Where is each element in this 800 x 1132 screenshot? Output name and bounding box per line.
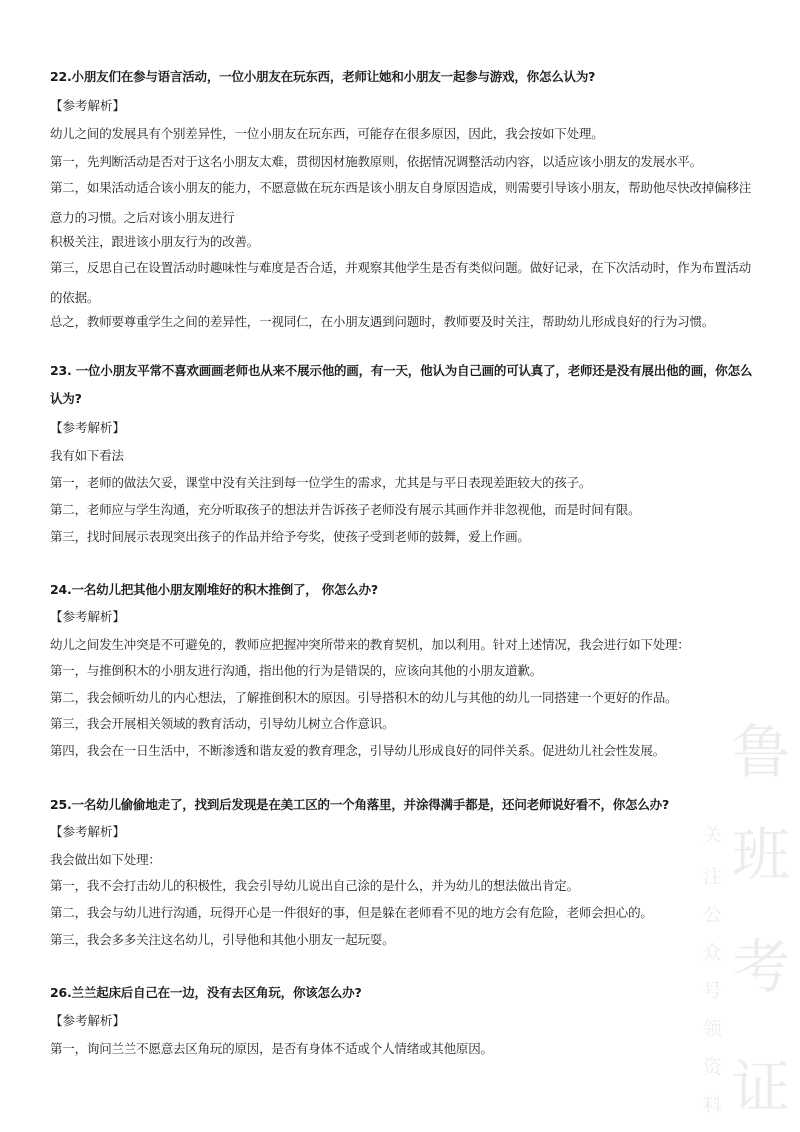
watermark-small-8: 料 — [703, 1094, 723, 1116]
watermark-char-2: 班 — [732, 821, 791, 889]
q22-line-4: 积极关注，跟进该小朋友行为的改善。 — [50, 234, 260, 249]
question-23-label: 【参考解析】 — [50, 420, 126, 435]
q26-line-1: 第一，询问兰兰不愿意去区角玩的原因，是否有身体不适或个人情绪或其他原因。 — [50, 1041, 493, 1056]
question-23-title: 23. 一位小朋友平常不喜欢画画老师也从来不展示他的画，有一天，他认为自己画的可认真了，老师还是没有展出他的画，你怎么认为? — [50, 363, 753, 406]
watermark-char-3: 考 — [732, 933, 791, 1001]
q25-line-4: 第三，我会多多关注这名幼儿，引导他和其他小朋友一起玩耍。 — [50, 932, 395, 947]
watermark-small-3: 公 — [703, 904, 723, 926]
question-25-label: 【参考解析】 — [50, 824, 126, 839]
question-26-title: 26.兰兰起床后自己在一边，没有去区角玩，你该怎么办? — [50, 985, 362, 1000]
q23-line-4: 第三，找时间展示表现突出孩子的作品并给予夸奖，使孩子受到老师的鼓舞，爱上作画。 — [50, 529, 530, 544]
q24-line-5: 第四，我会在一日生活中，不断渗透和谐友爱的教育理念，引导幼儿形成良好的同伴关系。促进幼儿社会性发展。 — [50, 743, 666, 758]
watermark-small-1: 关 — [703, 824, 723, 846]
question-22-title: 22.小朋友们在参与语言活动，一位小朋友在玩东西，老师让她和小朋友一起参与游戏，你怎么认为? — [50, 69, 596, 84]
watermark-small-6: 领 — [703, 1018, 723, 1040]
q24-line-4: 第三，我会开展相关领域的教育活动，引导幼儿树立合作意识。 — [50, 716, 395, 731]
question-24-title: 24.一名幼儿把其他小朋友刚堆好的积木推倒了， 你怎么办? — [50, 582, 378, 597]
watermark-small-5: 号 — [703, 980, 723, 1002]
q24-line-1: 幼儿之间发生冲突是不可避免的，教师应把握冲突所带来的教育契机，加以利用。针对上述情况，我会进行如下处理： — [50, 637, 690, 652]
watermark-char-4: 证 — [732, 1053, 791, 1121]
q22-line-1: 幼儿之间的发展具有个别差异性，一位小朋友在玩东西，可能存在很多原因，因此，我会按如下处理。 — [50, 126, 604, 141]
question-22-label: 【参考解析】 — [50, 98, 126, 113]
q24-line-2: 第一，与推倒积木的小朋友进行沟通，指出他的行为是错误的，应该向其他的小朋友道歉。 — [50, 663, 543, 678]
q25-line-2: 第一，我不会打击幼儿的积极性，我会引导幼儿说出自己涂的是什么，并为幼儿的想法做出肯定。 — [50, 878, 579, 893]
q23-line-3: 第二，老师应与学生沟通，充分听取孩子的想法并告诉孩子老师没有展示其画作并非忽视他，而是时间有限。 — [50, 502, 641, 517]
question-26-label: 【参考解析】 — [50, 1013, 126, 1028]
watermark-small-4: 众 — [703, 942, 723, 964]
q23-line-2: 第一，老师的做法欠妥，课堂中没有关注到每一位学生的需求，尤其是与平日表现差距较大的孩子。 — [50, 475, 592, 490]
q25-line-3: 第二，我会与幼儿进行沟通，玩得开心是一件很好的事，但是躲在老师看不见的地方会有危险，老师会担心的。 — [50, 905, 653, 920]
q22-line-6: 总之，教师要尊重学生之间的差异性，一视同仁，在小朋友遇到问题时，教师要及时关注，帮助幼儿形成良好的行为习惯。 — [50, 314, 715, 329]
q24-line-3: 第二，我会倾听幼儿的内心想法，了解推倒积木的原因。引导搭积木的幼儿与其他的幼儿一同搭建一个更好的作品。 — [50, 690, 678, 705]
watermark-small-2: 注 — [703, 866, 723, 888]
question-25-title: 25.一名幼儿偷偷地走了，找到后发现是在美工区的一个角落里，并涂得满手都是，还问老师说好看不，你怎么办? — [50, 797, 669, 812]
q22-line-2: 第一，先判断活动是否对于这名小朋友太难，贯彻因材施教原则，依据情况调整活动内容，以适应该小朋友的发展水平。 — [50, 154, 702, 169]
watermark-char-1: 鲁 — [732, 718, 791, 786]
q23-line-1: 我有如下看法 — [50, 448, 124, 463]
question-24-label: 【参考解析】 — [50, 609, 126, 624]
q25-line-1: 我会做出如下处理： — [50, 852, 161, 867]
q22-line-5: 第三，反思自己在设置活动时趣味性与难度是否合适，并观察其他学生是否有类似问题。做好记录，在下次活动时，作为布置活动的依据。 — [50, 260, 752, 305]
watermark-small-7: 资 — [703, 1056, 723, 1078]
q22-line-3: 第二，如果活动适合该小朋友的能力，不愿意做在玩东西是该小朋友自身原因造成，则需要引导该小朋友，帮助他尽快改掉偏移注意力的习惯。之后对该小朋友进行 — [50, 180, 752, 225]
